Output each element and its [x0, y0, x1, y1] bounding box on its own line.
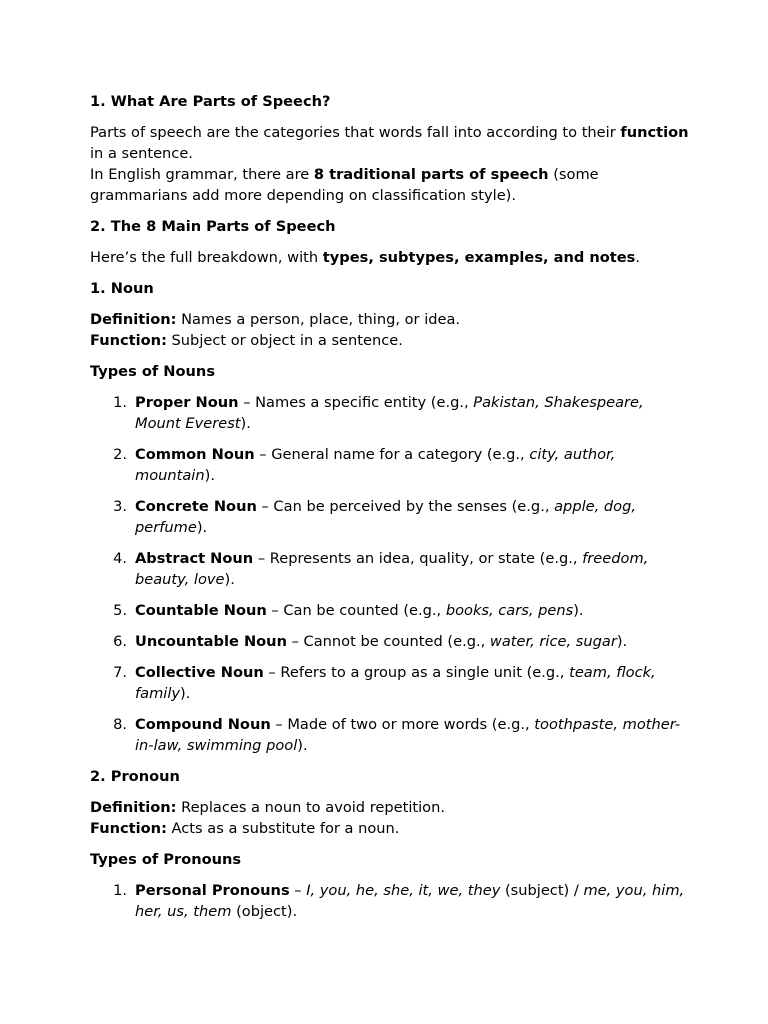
pronoun-heading: 2. Pronoun	[90, 768, 180, 785]
examples: me, you, him, her, us, them	[135, 882, 685, 920]
pronoun-definition	[90, 797, 690, 839]
noun-types-list	[90, 392, 690, 756]
document-page	[90, 91, 690, 932]
intro-paragraph	[90, 122, 690, 206]
examples: team, flock, family	[135, 664, 656, 702]
function-label: Function:	[90, 820, 167, 837]
list-item	[90, 444, 690, 486]
definition-text: Names a person, place, thing, or idea.	[176, 311, 461, 328]
list-number: 3.	[113, 498, 127, 515]
term: Countable Noun	[135, 602, 267, 619]
separator-text: (subject) /	[500, 882, 584, 899]
term: Compound Noun	[135, 716, 271, 733]
list-item	[90, 600, 690, 621]
list-number: 2.	[113, 446, 127, 463]
closing: (object).	[231, 903, 298, 920]
closing: ).	[240, 415, 251, 432]
list-number: 1.	[113, 882, 127, 899]
term: Uncountable Noun	[135, 633, 287, 650]
closing: ).	[616, 633, 628, 650]
examples: books, cars, pens	[445, 602, 574, 619]
examples: water, rice, sugar	[489, 633, 617, 650]
list-number: 7.	[113, 664, 127, 681]
term: Common Noun	[135, 446, 255, 463]
section-heading-main-parts: 2. The 8 Main Parts of Speech	[90, 218, 336, 235]
list-item	[90, 880, 690, 922]
description: – General name for a category (e.g.,	[254, 446, 530, 463]
list-item	[90, 714, 690, 756]
examples: freedom, beauty, love	[135, 550, 649, 588]
list-number: 6.	[113, 633, 127, 650]
description: – Refers to a group as a single unit (e.g.,	[263, 664, 570, 681]
list-number: 1.	[113, 394, 127, 411]
closing: ).	[297, 737, 308, 754]
examples: toothpaste, mother-in-law, swimming pool	[135, 716, 681, 754]
term: Collective Noun	[135, 664, 264, 681]
text-run: .	[635, 249, 641, 266]
noun-definition	[90, 309, 690, 351]
bold-term: 8 traditional parts of speech	[313, 166, 549, 183]
closing: ).	[204, 467, 215, 484]
noun-types-heading: Types of Nouns	[90, 363, 216, 380]
term: Proper Noun	[135, 394, 239, 411]
list-number: 5.	[113, 602, 127, 619]
closing: ).	[224, 571, 235, 588]
closing: ).	[180, 685, 191, 702]
breakdown-paragraph	[90, 247, 690, 268]
description: – Made of two or more words (e.g.,	[270, 716, 535, 733]
closing: ).	[573, 602, 584, 619]
text-run: In English grammar, there are	[90, 166, 314, 183]
description: – Names a specific entity (e.g.,	[238, 394, 474, 411]
list-item	[90, 392, 690, 434]
list-number: 4.	[113, 550, 127, 567]
pronoun-types-heading: Types of Pronouns	[90, 851, 242, 868]
examples: city, author, mountain	[135, 446, 616, 484]
definition-label: Definition:	[90, 311, 177, 328]
examples: I, you, he, she, it, we, they	[306, 882, 501, 899]
bold-term: types, subtypes, examples, and notes	[322, 249, 636, 266]
list-number: 8.	[113, 716, 127, 733]
definition-text: Replaces a noun to avoid repetition.	[176, 799, 445, 816]
term: Personal Pronouns	[135, 882, 290, 899]
description: – Cannot be counted (e.g.,	[286, 633, 490, 650]
examples: Pakistan, Shakespeare, Mount Everest	[135, 394, 644, 432]
list-item	[90, 662, 690, 704]
description: – Can be perceived by the senses (e.g.,	[256, 498, 555, 515]
noun-heading: 1. Noun	[90, 280, 154, 297]
description: –	[289, 882, 307, 899]
function-label: Function:	[90, 332, 167, 349]
list-item	[90, 631, 690, 652]
text-run: Here’s the full breakdown, with	[90, 249, 323, 266]
function-text: Acts as a substitute for a noun.	[166, 820, 400, 837]
section-heading-what-are-parts-of-speech: 1. What Are Parts of Speech?	[90, 93, 331, 110]
term: Concrete Noun	[135, 498, 257, 515]
bold-term: function	[620, 124, 689, 141]
list-item	[90, 548, 690, 590]
text-run: Parts of speech are the categories that words fall into according to their	[90, 124, 621, 141]
description: – Represents an idea, quality, or state (e.g.,	[253, 550, 583, 567]
examples: apple, dog, perfume	[135, 498, 636, 536]
description: – Can be counted (e.g.,	[266, 602, 446, 619]
list-item	[90, 496, 690, 538]
pronoun-types-list	[90, 880, 690, 922]
text-run: (some grammarians add more depending on classification style).	[90, 166, 599, 204]
closing: ).	[196, 519, 208, 536]
term: Abstract Noun	[135, 550, 254, 567]
text-run: in a sentence.	[90, 145, 193, 162]
definition-label: Definition:	[90, 799, 177, 816]
function-text: Subject or object in a sentence.	[166, 332, 403, 349]
